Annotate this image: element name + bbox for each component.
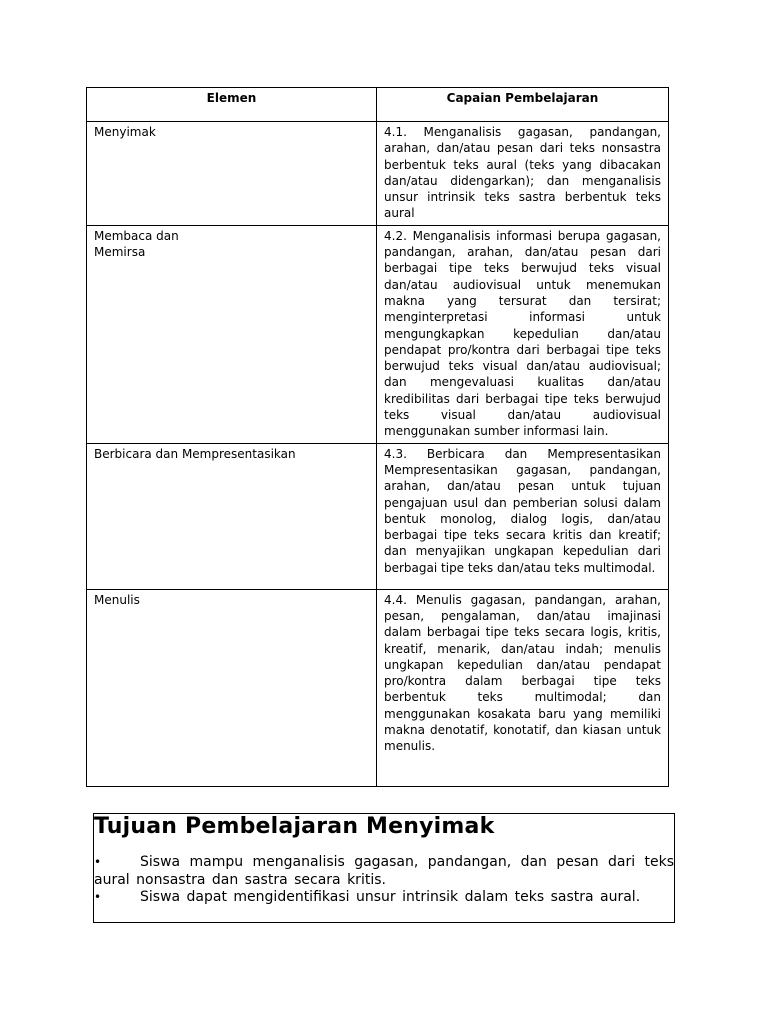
elemen-cell — [87, 225, 377, 443]
elemen-cell — [87, 443, 377, 589]
elemen-label: Menulis — [94, 592, 140, 607]
table-header-row — [87, 88, 669, 122]
list-item-text: Siswa mampu menganalisis gagasan, pandangan, dan pesan dari teks aural nonsastra dan sastra secara kritis. — [94, 854, 674, 888]
tujuan-title: Tujuan Pembelajaran Menyimak — [94, 814, 495, 839]
elemen-cell — [87, 589, 377, 786]
table-row — [87, 443, 669, 589]
list-item-text: Siswa dapat mengidentifikasi unsur intrinsik dalam teks sastra aural. — [140, 889, 641, 905]
capaian-cell: 4.1. Menganalisis gagasan, pandangan, arahan, dan/atau pesan dari teks nonsastra berbentuk teks aural (teks yang dibacakan dan/atau didengarkan); dan menganalisis unsur intrinsik teks sastra berbentuk teks aural — [377, 122, 669, 226]
table-row — [87, 589, 669, 786]
capaian-cell: 4.2. Menganalisis informasi berupa gagasan, pandangan, arahan, dan/atau pesan dari berbagai tipe teks berwujud teks visual dan/atau audiovisual untuk menemukan makna yang tersurat dan tersirat; menginterpretasi informasi untuk mengungkapkan kepedulian dan/atau pendapat pro/kontra dari berbagai tipe teks berwujud teks visual dan/atau audiovisual; dan mengevaluasi kualitas dan/atau kredibilitas dari berbagai tipe teks berwujud teks visual dan/atau audiovisual menggunakan sumber informasi lain. — [377, 225, 669, 443]
elemen-label: Berbicara dan Mempresentasikan — [94, 446, 296, 461]
bullet-icon: • — [94, 890, 102, 904]
elemen-label: Menyimak — [94, 125, 156, 139]
capaian-cell: 4.3. Berbicara dan Mempresentasikan Mempresentasikan gagasan, pandangan, arahan, dan/atau pesan untuk tujuan pengajuan usul dan pemberian solusi dalam bentuk monolog, dialog logis, dan/atau berbagai tipe teks secara kritis dan kreatif; dan menyajikan ungkapan kepedulian dari berbagai tipe teks dan/atau teks multimodal. — [377, 443, 669, 589]
elemen-cell — [87, 122, 377, 226]
elemen-label: Membaca dan Memirsa — [94, 228, 179, 260]
header-capaian: Capaian Pembelajaran — [377, 88, 669, 122]
table-row — [87, 225, 669, 443]
capaian-pembelajaran-table — [86, 87, 669, 787]
tujuan-pembelajaran-box — [93, 813, 675, 923]
capaian-cell: 4.4. Menulis gagasan, pandangan, arahan, pesan, pengalaman, dan/atau imajinasi dalam berbagai tipe teks secara logis, kritis, kreatif, menarik, dan/atau indah; menulis ungkapan kepedulian dan/atau pendapat pro/kontra dalam berbagai tipe teks berbentuk teks multimodal; dan menggunakan kosakata baru yang memiliki makna denotatif, konotatif, dan kiasan untuk menulis. — [377, 589, 669, 786]
bullet-icon: • — [94, 855, 102, 869]
list-item — [94, 889, 674, 907]
tujuan-list — [94, 854, 674, 907]
table-row — [87, 122, 669, 226]
list-item — [94, 854, 674, 889]
header-elemen: Elemen — [87, 88, 377, 122]
